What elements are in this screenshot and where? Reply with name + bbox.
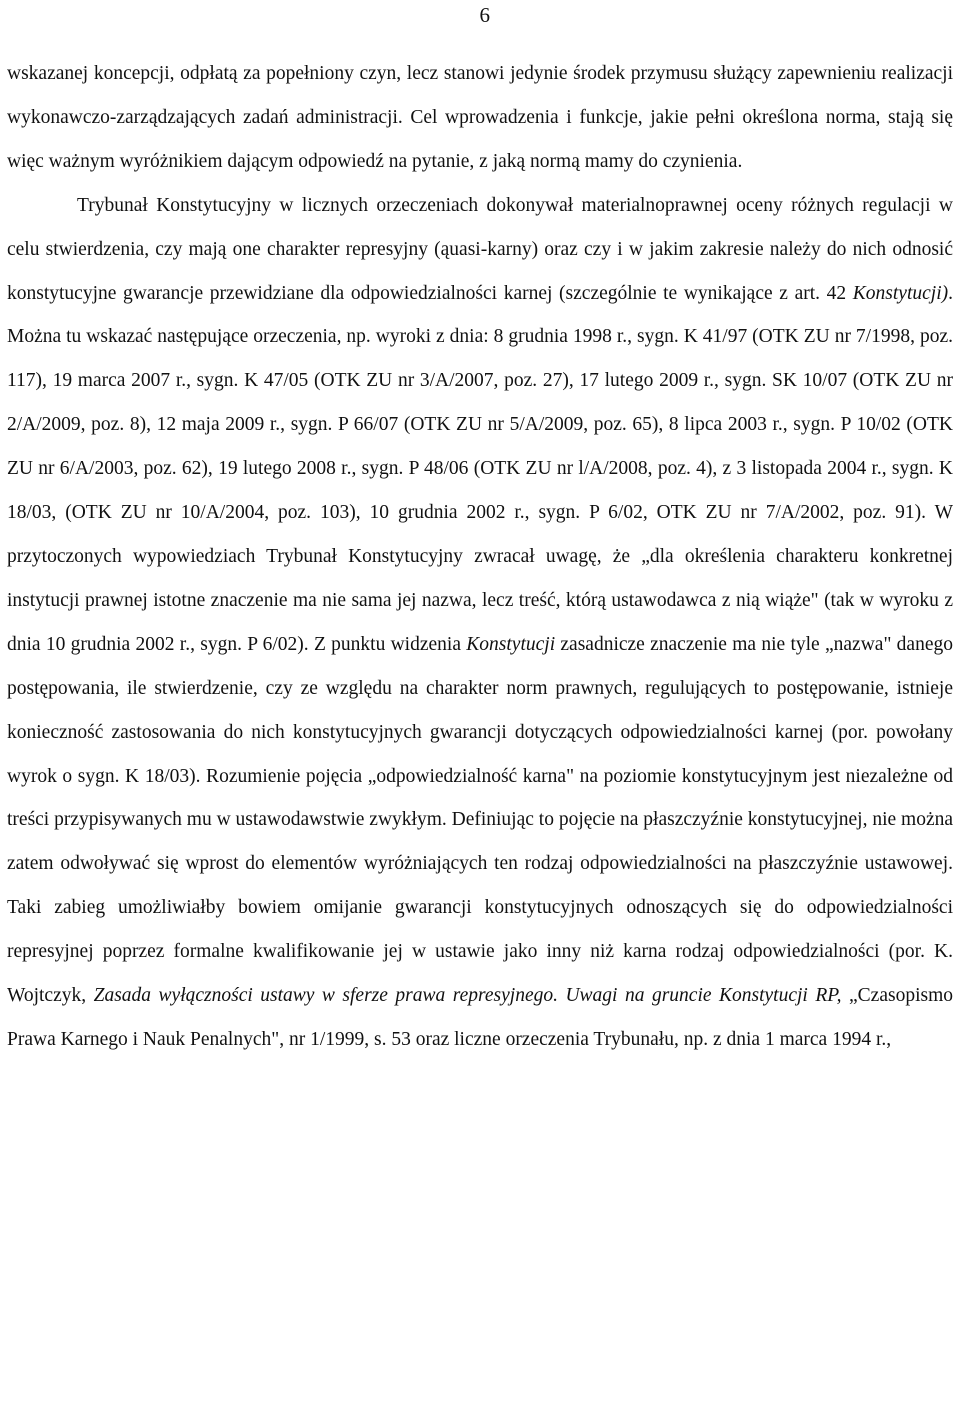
italic-text-segment: Zasada wyłączności ustawy w sferze prawa represyjnego. Uwagi na gruncie Konstytucji RP, bbox=[93, 985, 842, 1007]
italic-text-segment: Konstytucji bbox=[466, 633, 556, 655]
text-segment: „Czasopismo Prawa Karnego i Nauk Penalnych", nr 1/1999, s. 53 oraz liczne orzeczenia Trybunału, np. z dnia 1 marca 1994 r., bbox=[7, 985, 953, 1050]
page-number: 6 bbox=[479, 3, 490, 27]
paragraph-continuation bbox=[7, 52, 953, 184]
text-segment: wskazanej koncepcji, odpłatą za popełniony czyn, lecz stanowi jedynie środek przymusu służący zapewnieniu realizacji wykonawczo-zarządzających zadań administracji. Cel wprowadzenia i funkcje, jakie pełni określona norma, stają się więc ważnym wyróżnikiem dającym odpowiedź na pytanie, z jaką normą mamy do czynienia. bbox=[7, 63, 953, 172]
text-segment: Trybunał Konstytucyjny w licznych orzeczeniach dokonywał materialnoprawnej oceny różnych regulacji w celu stwierdzenia, czy mają one charakter represyjny (ąuasi-karny) oraz czy i w jakim zakresie należy do nich odnosić konstytucyjne gwarancje przewidziane dla odpowiedzialności karnej (szczególnie te wynikające z art. 42 bbox=[7, 194, 953, 304]
text-segment: . Można tu wskazać następujące orzeczenia, np. wyroki z dnia: 8 grudnia 1998 r., sygn. K 41/97 (OTK ZU nr 7/1998, poz. 117), 19 marca 2007 r., sygn. K 47/05 (OTK ZU nr 3/A/2007, poz. 27), 17 lutego 2009 r., sygn. SK 10/07 (OTK ZU nr 2/A/2009, poz. 8), 12 maja 2009 r., sygn. P 66/07 (OTK ZU nr 5/A/2009, poz. 65), 8 lipca 2003 r., sygn. P 10/02 (OTK ZU nr 6/A/2003, poz. 62), 19 lutego 2008 r., sygn. P 48/06 (OTK ZU nr l/A/2008, poz. 4), z 3 listopada 2004 r., sygn. K 18/03, (OTK ZU nr 10/A/2004, poz. 103), 10 grudnia 2002 r., sygn. P 6/02, OTK ZU nr 7/A/2002, poz. 91). W przytoczonych wypowiedziach Trybunał Konstytucyjny zwracał uwagę, że „dla określenia charakteru konkretnej instytucji prawnej istotne znaczenie ma nie sama jej nazwa, lecz treść, którą ustawodawca z nią wiąże" (tak w wyroku z dnia 10 grudnia 2002 r., sygn. P 6/02). Z punktu widzenia bbox=[7, 282, 953, 655]
paragraph-tribunal-rulings bbox=[7, 184, 953, 1062]
document-body bbox=[7, 52, 953, 1062]
text-segment: zasadnicze znaczenie ma nie tyle „nazwa" danego postępowania, ile stwierdzenie, czy ze względu na charakter norm prawnych, regulujących to postępowanie, istnieje konieczność zastosowania do nich konstytucyjnych gwarancji dotyczących odpowiedzialności karnej (por. powołany wyrok o sygn. K 18/03). Rozumienie pojęcia „odpowiedzialność karna" na poziomie konstytucyjnym jest niezależne od treści przypisywanych mu w ustawodawstwie zwykłym. Definiując to pojęcie na płaszczyźnie konstytucyjnej, nie można zatem odwoływać się wprost do elementów wyróżniających ten rodzaj odpowiedzialności na płaszczyźnie ustawowej. Taki zabieg umożliwiałby bowiem omijanie gwarancji konstytucyjnych odnoszących się do odpowiedzialności represyjnej poprzez formalne kwalifikowanie jej w ustawie jako inny niż karna rodzaj odpowiedzialności (por. K. Wojtczyk, bbox=[7, 633, 954, 1007]
italic-text-segment: Konstytucji) bbox=[852, 282, 949, 304]
